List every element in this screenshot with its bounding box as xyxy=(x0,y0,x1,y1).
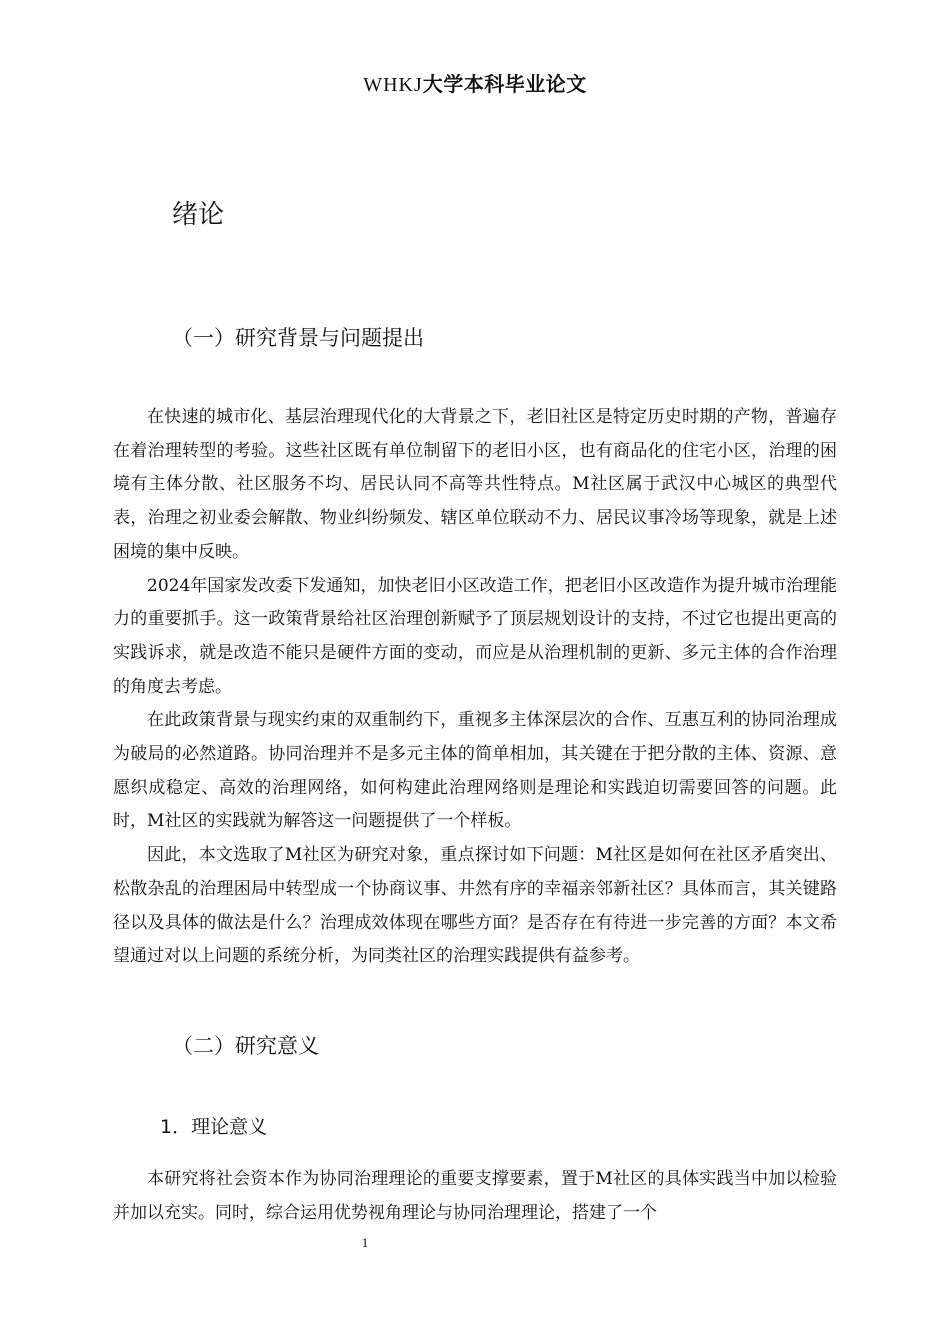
paragraph: 在快速的城市化、基层治理现代化的大背景之下，老旧社区是特定历史时期的产物，普遍存在着治理转型的考验。这些社区既有单位制留下的老旧小区，也有商品化的住宅小区，治理的困境有主体分散、社区服务不均、居民认同不高等共性特点。M社区属于武汉中心城区的典型代表，治理之初业委会解散、物业纠纷频发、辖区单位联动不力、居民议事冷场等现象，就是上述困境的集中反映。 xyxy=(113,407,837,562)
running-header xyxy=(0,70,950,99)
subsection-heading-theoretical: 1．理论意义 xyxy=(160,1116,268,1138)
page-number: 1 xyxy=(361,1235,369,1250)
section-background-body xyxy=(113,401,837,974)
chapter-title: 绪论 xyxy=(172,200,225,230)
section-heading-significance: （二）研究意义 xyxy=(172,1034,319,1058)
section-heading-background: （一）研究背景与问题提出 xyxy=(172,326,424,350)
paragraph: 本研究将社会资本作为协同治理理论的重要支撑要素，置于M社区的具体实践当中加以检验并加以充实。同时，综合运用优势视角理论与协同治理理论，搭建了一个 xyxy=(113,1169,837,1223)
header-university-code: WHKJ xyxy=(363,74,423,96)
paragraph: 在此政策背景与现实约束的双重制约下，重视多主体深层次的合作、互惠互利的协同治理成为破局的必然道路。协同治理并不是多元主体的简单相加，其关键在于把分散的主体、资源、意愿织成稳定、高效的治理网络，如何构建此治理网络则是理论和实践迫切需要回答的问题。此时，M社区的实践就为解答这一问题提供了一个样板。 xyxy=(113,710,837,832)
header-thesis-label: 大学本科毕业论文 xyxy=(422,72,587,96)
paragraph: 2024年国家发改委下发通知，加快老旧小区改造工作，把老旧小区改造作为提升城市治理能力的重要抓手。这一政策背景给社区治理创新赋予了顶层规划设计的支持，不过它也提出更高的实践诉求，就是改造不能只是硬件方面的变动，而应是从治理机制的更新、多元主体的合作治理的角度去考虑。 xyxy=(113,575,837,697)
subsection-theoretical-body xyxy=(113,1163,837,1230)
paragraph: 因此，本文选取了M社区为研究对象，重点探讨如下问题：M社区是如何在社区矛盾突出、松散杂乱的治理困局中转型成一个协商议事、井然有序的幸福亲邻新社区？具体而言，其关键路径以及具体的做法是什么？治理成效体现在哪些方面？是否存在有待进一步完善的方面？本文希望通过对以上问题的系统分析，为同类社区的治理实践提供有益参考。 xyxy=(113,845,837,967)
